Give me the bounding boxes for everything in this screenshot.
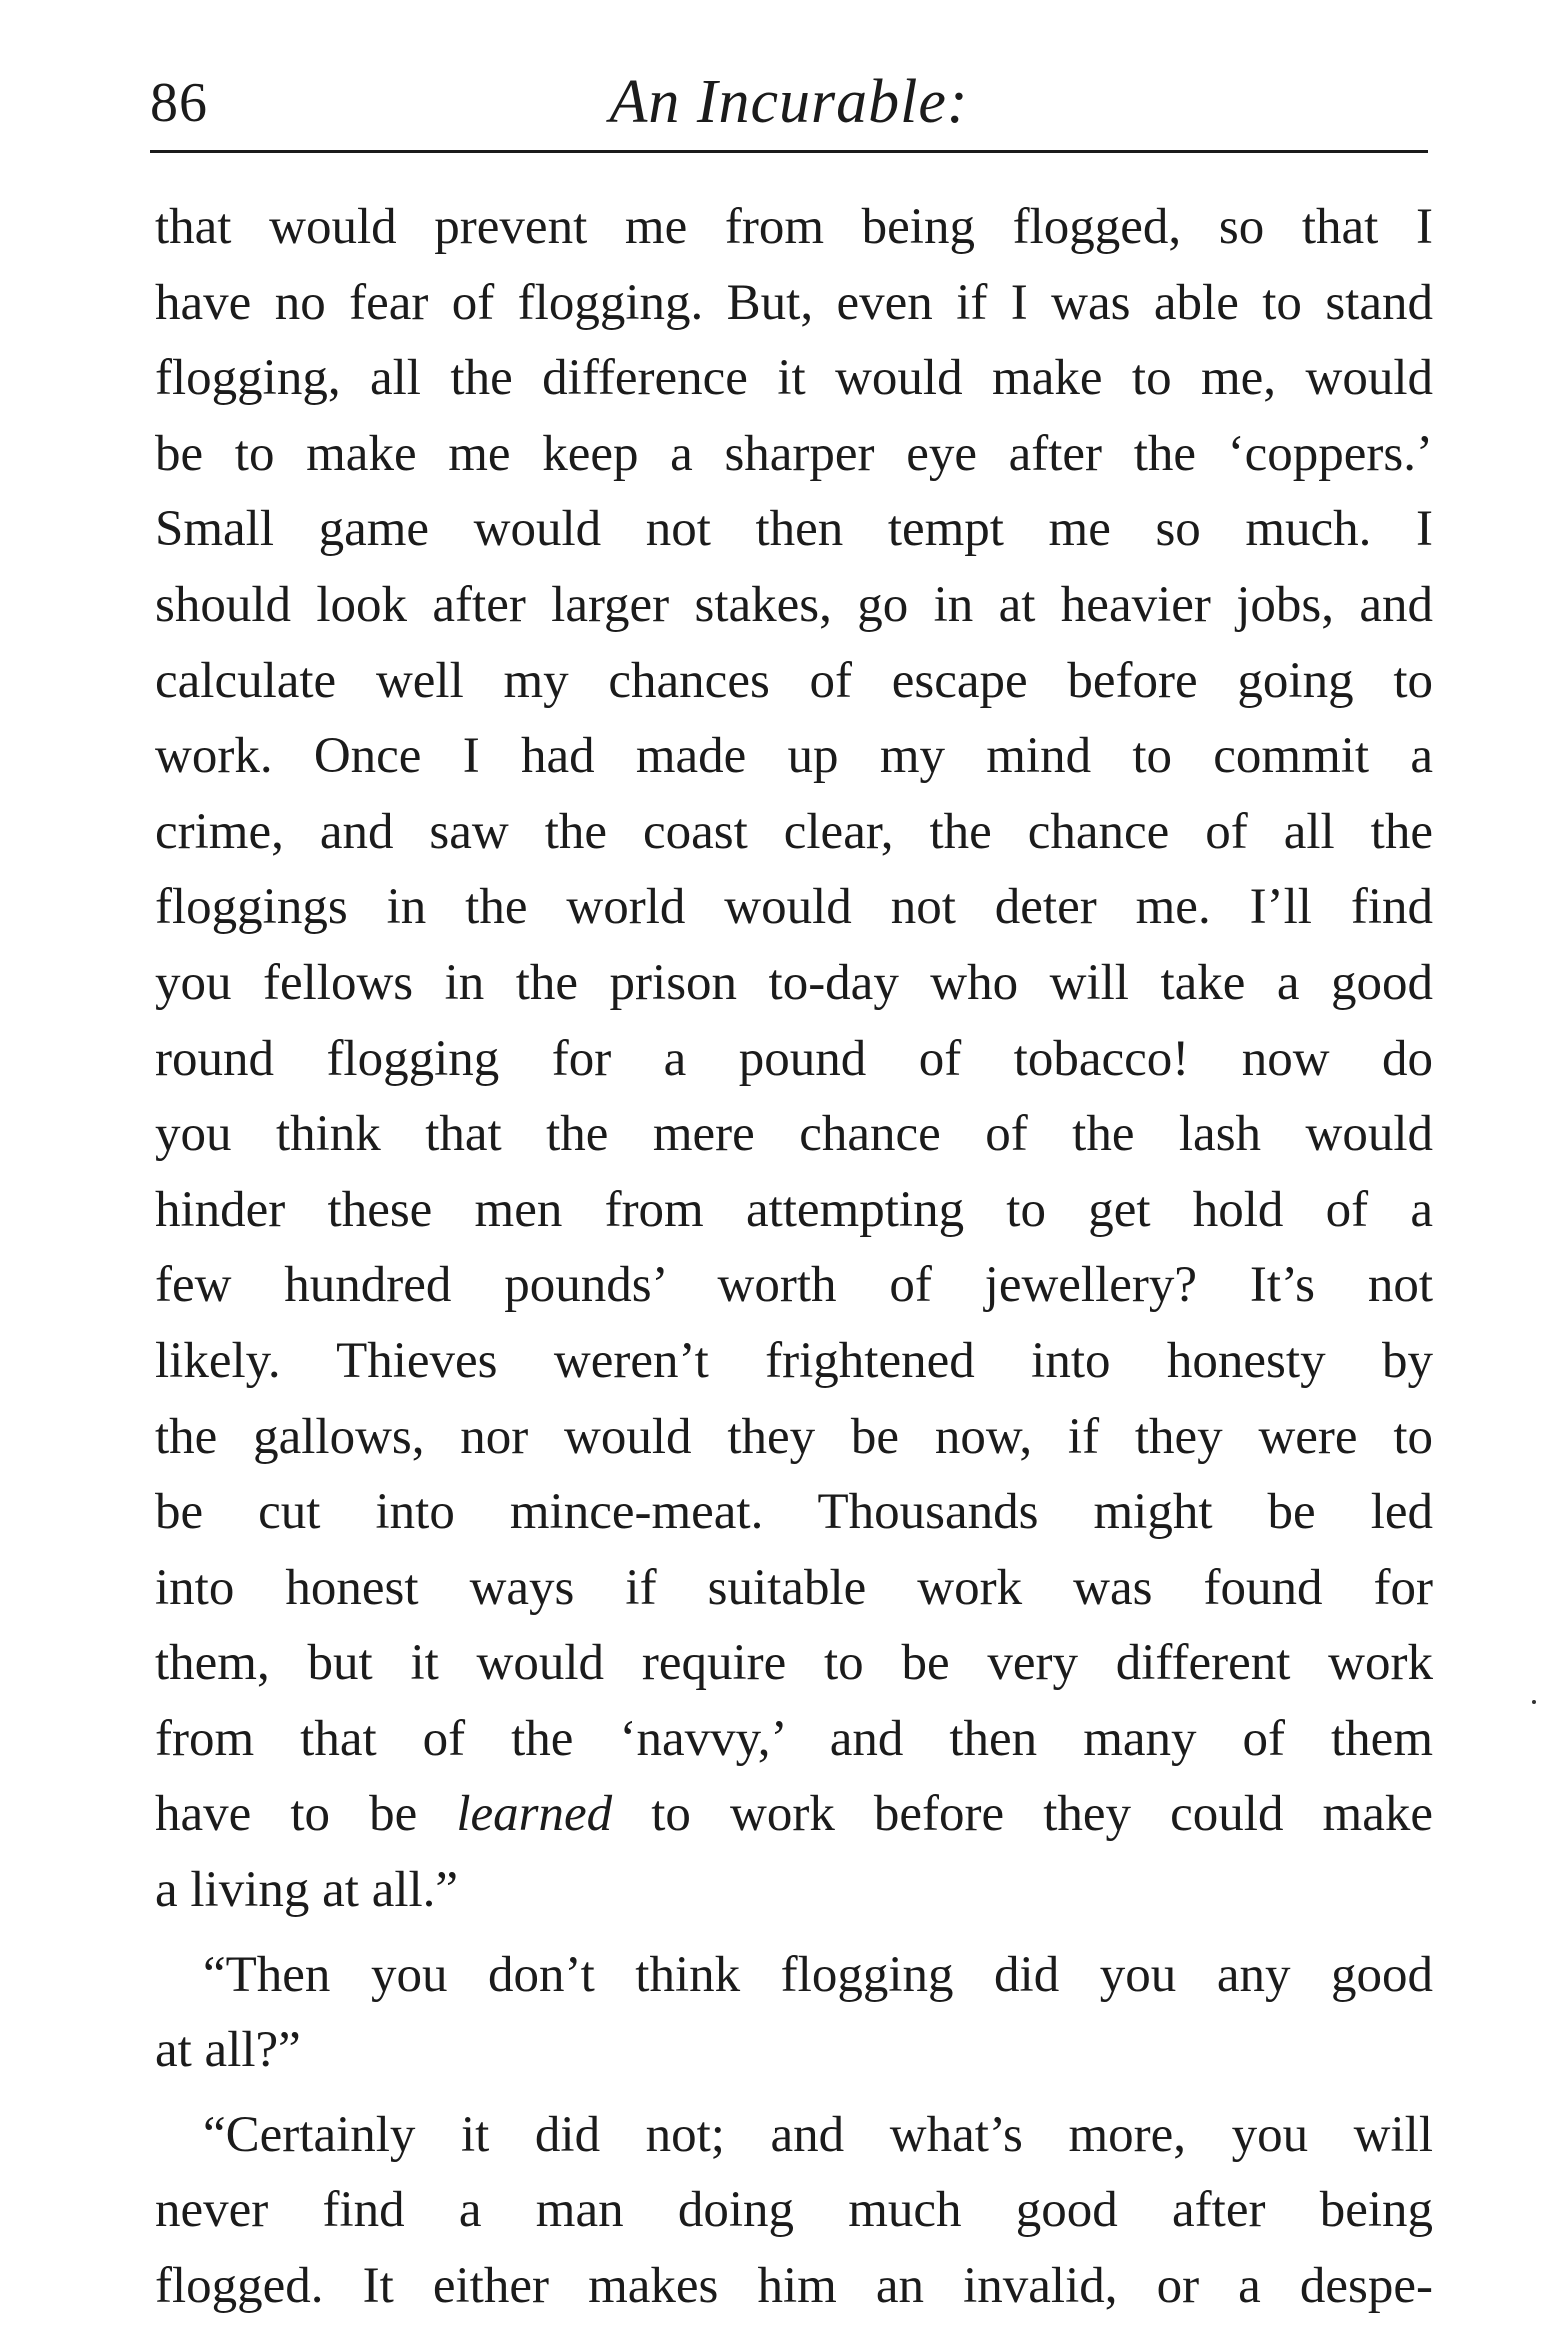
- body-text: [155, 190, 1433, 2325]
- text-line: should look after larger stakes, go in at heavier jobs, and: [155, 576, 1433, 633]
- text-line: Small game would not then tempt me so much. I: [155, 501, 1433, 558]
- text-line: have no fear of flogging. But, even if I was able to stand: [155, 274, 1433, 331]
- ink-speck: [1532, 1700, 1536, 1704]
- text-line: that would prevent me from being flogged, so that I: [155, 199, 1433, 255]
- running-head: [150, 58, 1428, 144]
- text-line: them, but it would require to be very different work: [155, 1635, 1433, 1692]
- text-line: from that of the ‘navvy,’ and then many of them: [155, 1710, 1433, 1767]
- text-line: flogging, all the difference it would make to me, would: [155, 350, 1433, 407]
- text-line: likely. Thieves weren’t frightened into honesty by: [155, 1332, 1433, 1389]
- text-line: a living at all.”: [155, 1862, 459, 1919]
- text-line: be cut into mince-meat. Thousands might be led: [155, 1484, 1433, 1541]
- text-line: hinder these men from attempting to get hold of a: [155, 1181, 1433, 1238]
- text-line: floggings in the world would not deter me. I’ll find: [155, 879, 1433, 936]
- text-run: have to be: [155, 1786, 457, 1843]
- text-run: to work before they could make: [612, 1786, 1433, 1843]
- text-line: “Certainly it did not; and what’s more, you will: [203, 2106, 1433, 2163]
- italic-word: learned: [456, 1786, 613, 1843]
- paragraph-gap: [155, 1929, 1433, 1938]
- text-line: “Then you don’t think flogging did you any good: [203, 1946, 1433, 2003]
- text-line: into honest ways if suitable work was found for: [155, 1559, 1433, 1616]
- text-line: work. Once I had made up my mind to commit a: [155, 728, 1433, 785]
- paragraph: [155, 190, 1433, 1929]
- text-line: flogged. It either makes him an invalid, or a despe-: [155, 2258, 1433, 2315]
- text-line: you think that the mere chance of the lash would: [155, 1106, 1433, 1163]
- text-line: you fellows in the prison to-day who will take a good: [155, 954, 1433, 1011]
- text-line: crime, and saw the coast clear, the chance of all the: [155, 803, 1433, 860]
- header-rule: [150, 150, 1428, 153]
- paragraph: [155, 2098, 1433, 2325]
- running-title: An Incurable:: [609, 68, 969, 136]
- text-line: calculate well my chances of escape before going to: [155, 652, 1433, 709]
- text-line: at all?”: [155, 2022, 301, 2079]
- text-line: the gallows, nor would they be now, if they were to: [155, 1408, 1433, 1465]
- text-line: few hundred pounds’ worth of jewellery? It’s not: [155, 1257, 1433, 1314]
- paragraph-gap: [155, 2089, 1433, 2098]
- text-line-with-italic: [155, 1777, 1433, 1853]
- page-number: 86: [150, 72, 208, 134]
- paragraph: [155, 1938, 1433, 2089]
- text-line: never find a man doing much good after being: [155, 2182, 1433, 2239]
- text-line: be to make me keep a sharper eye after the ‘coppers.’: [155, 425, 1433, 482]
- text-line: round flogging for a pound of tobacco! now do: [155, 1030, 1433, 1087]
